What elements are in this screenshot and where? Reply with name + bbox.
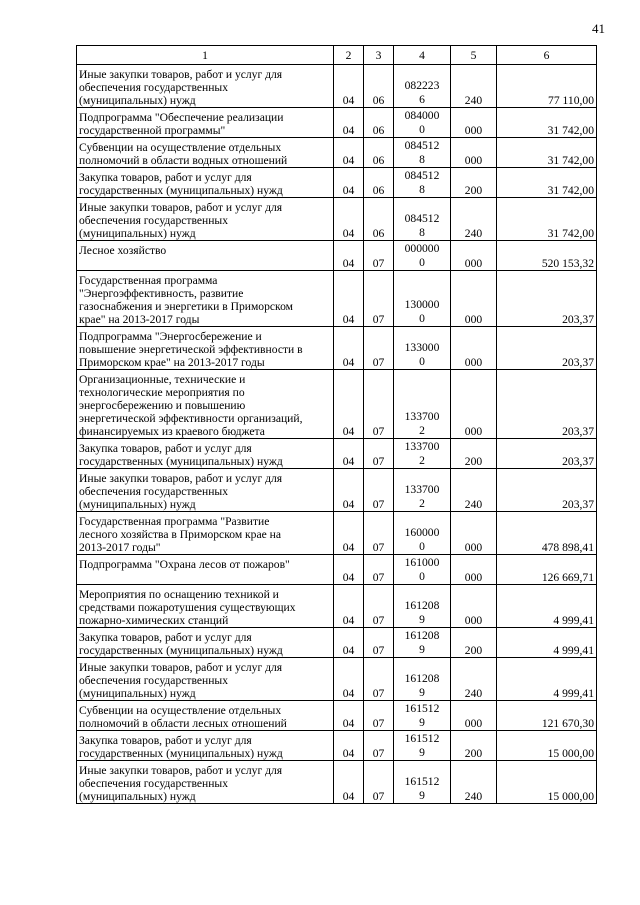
item-name bbox=[77, 138, 334, 168]
target-article-code bbox=[394, 168, 451, 198]
target-article-code-part: 0 bbox=[419, 540, 425, 553]
section-code: 04 bbox=[334, 108, 364, 138]
item-name-line: Подпрограмма "Охрана лесов от пожаров" bbox=[79, 558, 290, 571]
header-row bbox=[77, 46, 597, 65]
expense-type-code: 000 bbox=[451, 241, 497, 271]
item-name-line: Иные закупки товаров, работ и услуг для bbox=[79, 68, 283, 81]
item-name-line: (муниципальных) нужд bbox=[79, 498, 196, 511]
section-code: 04 bbox=[334, 370, 364, 439]
target-article-code-part: 161512 bbox=[404, 732, 440, 745]
target-article-code-part: 6 bbox=[419, 93, 425, 106]
target-article-code-part: 000000 bbox=[404, 242, 440, 255]
subsection-code: 07 bbox=[364, 469, 394, 512]
expense-type-code: 200 bbox=[451, 168, 497, 198]
target-article-code-part: 0 bbox=[419, 256, 425, 269]
target-article-code-part: 161208 bbox=[404, 599, 440, 612]
section-code: 04 bbox=[334, 327, 364, 370]
subsection-code: 06 bbox=[364, 198, 394, 241]
table-body bbox=[77, 46, 597, 804]
amount: 478 898,41 bbox=[497, 512, 597, 555]
expense-type-code: 000 bbox=[451, 555, 497, 585]
subsection-code: 07 bbox=[364, 628, 394, 658]
section-code: 04 bbox=[334, 65, 364, 108]
item-name-line: 2013-2017 годы" bbox=[79, 541, 161, 554]
subsection-code: 07 bbox=[364, 241, 394, 271]
item-name-line: газоснабжения и энергетики в Приморском bbox=[79, 300, 294, 313]
target-article-code bbox=[394, 658, 451, 701]
amount: 203,37 bbox=[497, 327, 597, 370]
item-name-line: обеспечения государственных bbox=[79, 81, 229, 94]
item-name bbox=[77, 469, 334, 512]
target-article-code-part: 161208 bbox=[404, 629, 440, 642]
expense-type-code: 000 bbox=[451, 585, 497, 628]
subsection-code: 07 bbox=[364, 701, 394, 731]
subsection-code: 07 bbox=[364, 370, 394, 439]
item-name bbox=[77, 198, 334, 241]
target-article-code-part: 0 bbox=[419, 570, 425, 583]
expense-type-code: 000 bbox=[451, 138, 497, 168]
target-article-code-part: 130000 bbox=[404, 298, 440, 311]
table-row bbox=[77, 761, 597, 804]
item-name-line: обеспечения государственных bbox=[79, 485, 229, 498]
section-code: 04 bbox=[334, 168, 364, 198]
table-row bbox=[77, 65, 597, 108]
section-code: 04 bbox=[334, 198, 364, 241]
item-name-line: средствами пожаротушения существующих bbox=[79, 601, 296, 614]
item-name-line: лесного хозяйства в Приморском крае на bbox=[79, 528, 282, 541]
item-name-line: Подпрограмма "Обеспечение реализации bbox=[79, 111, 284, 124]
item-name-line: Субвенции на осуществление отдельных bbox=[79, 704, 282, 717]
table-row bbox=[77, 271, 597, 327]
expense-type-code: 200 bbox=[451, 439, 497, 469]
table-row bbox=[77, 138, 597, 168]
target-article-code bbox=[394, 701, 451, 731]
item-name-line: государственных (муниципальных) нужд bbox=[79, 747, 283, 760]
item-name bbox=[77, 731, 334, 761]
target-article-code-part: 0 bbox=[419, 312, 425, 325]
amount: 126 669,71 bbox=[497, 555, 597, 585]
item-name-line: государственных (муниципальных) нужд bbox=[79, 455, 283, 468]
target-article-code-part: 9 bbox=[419, 716, 425, 729]
item-name bbox=[77, 439, 334, 469]
target-article-code-part: 0 bbox=[419, 123, 425, 136]
target-article-code-part: 2 bbox=[419, 497, 425, 510]
target-article-code-part: 084512 bbox=[404, 169, 440, 182]
target-article-code bbox=[394, 585, 451, 628]
item-name bbox=[77, 658, 334, 701]
target-article-code-part: 2 bbox=[419, 454, 425, 467]
header-cell: 1 bbox=[77, 46, 334, 65]
subsection-code: 06 bbox=[364, 138, 394, 168]
amount: 15 000,00 bbox=[497, 731, 597, 761]
item-name-line: (муниципальных) нужд bbox=[79, 94, 196, 107]
item-name-line: Закупка товаров, работ и услуг для bbox=[79, 734, 252, 747]
section-code: 04 bbox=[334, 701, 364, 731]
item-name-line: крае" на 2013-2017 годы bbox=[79, 313, 200, 326]
item-name-line bbox=[79, 571, 331, 584]
subsection-code: 07 bbox=[364, 731, 394, 761]
target-article-code bbox=[394, 138, 451, 168]
budget-table bbox=[76, 45, 597, 804]
amount: 31 742,00 bbox=[497, 138, 597, 168]
expense-type-code: 240 bbox=[451, 658, 497, 701]
item-name-line: полномочий в области лесных отношений bbox=[79, 717, 287, 730]
target-article-code bbox=[394, 439, 451, 469]
item-name-line: (муниципальных) нужд bbox=[79, 790, 196, 803]
target-article-code-part: 161208 bbox=[404, 672, 440, 685]
table-row bbox=[77, 108, 597, 138]
item-name-line: Субвенции на осуществление отдельных bbox=[79, 141, 282, 154]
subsection-code: 07 bbox=[364, 512, 394, 555]
item-name bbox=[77, 65, 334, 108]
expense-type-code: 000 bbox=[451, 370, 497, 439]
item-name bbox=[77, 108, 334, 138]
amount: 4 999,41 bbox=[497, 585, 597, 628]
amount: 203,37 bbox=[497, 439, 597, 469]
table-row bbox=[77, 658, 597, 701]
subsection-code: 07 bbox=[364, 658, 394, 701]
item-name-line: Закупка товаров, работ и услуг для bbox=[79, 631, 252, 644]
expense-type-code: 240 bbox=[451, 469, 497, 512]
target-article-code-part: 133700 bbox=[404, 483, 440, 496]
target-article-code bbox=[394, 108, 451, 138]
item-name-line: Государственная программа bbox=[79, 274, 218, 287]
item-name-line: Подпрограмма "Энергосбережение и bbox=[79, 330, 262, 343]
item-name-line: государственных (муниципальных) нужд bbox=[79, 184, 283, 197]
header-cell: 2 bbox=[334, 46, 364, 65]
table-row bbox=[77, 168, 597, 198]
item-name bbox=[77, 370, 334, 439]
target-article-code bbox=[394, 761, 451, 804]
subsection-code: 07 bbox=[364, 555, 394, 585]
header-cell: 5 bbox=[451, 46, 497, 65]
amount: 77 110,00 bbox=[497, 65, 597, 108]
table-row bbox=[77, 327, 597, 370]
target-article-code-part: 2 bbox=[419, 424, 425, 437]
target-article-code-part: 161512 bbox=[404, 702, 440, 715]
target-article-code-part: 082223 bbox=[404, 79, 440, 92]
amount: 203,37 bbox=[497, 271, 597, 327]
item-name-line: Государственная программа "Развитие bbox=[79, 515, 270, 528]
item-name-line: обеспечения государственных bbox=[79, 214, 229, 227]
item-name-line: финансируемых из краевого бюджета bbox=[79, 425, 265, 438]
target-article-code-part: 9 bbox=[419, 613, 425, 626]
expense-type-code: 240 bbox=[451, 65, 497, 108]
item-name-line: Иные закупки товаров, работ и услуг для bbox=[79, 472, 283, 485]
target-article-code-part: 133700 bbox=[404, 410, 440, 423]
target-article-code bbox=[394, 628, 451, 658]
target-article-code-part: 8 bbox=[419, 226, 425, 239]
target-article-code-part: 9 bbox=[419, 686, 425, 699]
expense-type-code: 000 bbox=[451, 512, 497, 555]
item-name bbox=[77, 628, 334, 658]
expense-type-code: 240 bbox=[451, 761, 497, 804]
amount: 31 742,00 bbox=[497, 198, 597, 241]
section-code: 04 bbox=[334, 585, 364, 628]
target-article-code-part: 161512 bbox=[404, 775, 440, 788]
table-row bbox=[77, 241, 597, 271]
item-name-line: (муниципальных) нужд bbox=[79, 227, 196, 240]
target-article-code-part: 133000 bbox=[404, 341, 440, 354]
item-name-line: пожарно-химических станций bbox=[79, 614, 229, 627]
item-name bbox=[77, 168, 334, 198]
section-code: 04 bbox=[334, 658, 364, 701]
table-row bbox=[77, 585, 597, 628]
item-name-line: повышение энергетической эффективности в bbox=[79, 343, 303, 356]
amount: 203,37 bbox=[497, 370, 597, 439]
table-row bbox=[77, 512, 597, 555]
target-article-code-part: 8 bbox=[419, 153, 425, 166]
item-name-line: Иные закупки товаров, работ и услуг для bbox=[79, 661, 283, 674]
expense-type-code: 240 bbox=[451, 198, 497, 241]
item-name-line: Иные закупки товаров, работ и услуг для bbox=[79, 201, 283, 214]
target-article-code-part: 9 bbox=[419, 643, 425, 656]
amount: 121 670,30 bbox=[497, 701, 597, 731]
target-article-code-part: 9 bbox=[419, 746, 425, 759]
subsection-code: 07 bbox=[364, 327, 394, 370]
target-article-code-part: 160000 bbox=[404, 526, 440, 539]
amount: 31 742,00 bbox=[497, 108, 597, 138]
table-row bbox=[77, 469, 597, 512]
item-name bbox=[77, 271, 334, 327]
table-row bbox=[77, 731, 597, 761]
target-article-code-part: 084000 bbox=[404, 109, 440, 122]
target-article-code-part: 161000 bbox=[404, 556, 440, 569]
section-code: 04 bbox=[334, 469, 364, 512]
amount: 4 999,41 bbox=[497, 628, 597, 658]
section-code: 04 bbox=[334, 731, 364, 761]
section-code: 04 bbox=[334, 512, 364, 555]
target-article-code bbox=[394, 198, 451, 241]
item-name bbox=[77, 241, 334, 271]
item-name-line: (муниципальных) нужд bbox=[79, 687, 196, 700]
expense-type-code: 000 bbox=[451, 327, 497, 370]
item-name-line: обеспечения государственных bbox=[79, 777, 229, 790]
item-name-line: Закупка товаров, работ и услуг для bbox=[79, 171, 252, 184]
target-article-code bbox=[394, 731, 451, 761]
subsection-code: 07 bbox=[364, 439, 394, 469]
amount: 203,37 bbox=[497, 469, 597, 512]
item-name bbox=[77, 761, 334, 804]
section-code: 04 bbox=[334, 241, 364, 271]
item-name-line: Иные закупки товаров, работ и услуг для bbox=[79, 764, 283, 777]
page-number: 41 bbox=[592, 21, 605, 36]
table-row bbox=[77, 370, 597, 439]
expense-type-code: 200 bbox=[451, 731, 497, 761]
item-name bbox=[77, 555, 334, 585]
target-article-code bbox=[394, 271, 451, 327]
target-article-code bbox=[394, 327, 451, 370]
header-cell: 6 bbox=[497, 46, 597, 65]
target-article-code bbox=[394, 512, 451, 555]
expense-type-code: 000 bbox=[451, 108, 497, 138]
header-cell: 3 bbox=[364, 46, 394, 65]
amount: 31 742,00 bbox=[497, 168, 597, 198]
item-name-line bbox=[79, 257, 331, 270]
item-name-line: государственных (муниципальных) нужд bbox=[79, 644, 283, 657]
item-name bbox=[77, 585, 334, 628]
item-name-line: энергетической эффективности организаций, bbox=[79, 412, 303, 425]
item-name-line: Мероприятия по оснащению техникой и bbox=[79, 588, 279, 601]
section-code: 04 bbox=[334, 628, 364, 658]
item-name-line: полномочий в области водных отношений bbox=[79, 154, 288, 167]
item-name bbox=[77, 327, 334, 370]
section-code: 04 bbox=[334, 439, 364, 469]
item-name-line: энергосбережению и повышению bbox=[79, 399, 246, 412]
section-code: 04 bbox=[334, 271, 364, 327]
expense-type-code: 000 bbox=[451, 271, 497, 327]
subsection-code: 06 bbox=[364, 108, 394, 138]
target-article-code-part: 9 bbox=[419, 789, 425, 802]
target-article-code bbox=[394, 555, 451, 585]
item-name-line: государственной программы" bbox=[79, 124, 226, 137]
section-code: 04 bbox=[334, 138, 364, 168]
expense-type-code: 000 bbox=[451, 701, 497, 731]
expense-type-code: 200 bbox=[451, 628, 497, 658]
subsection-code: 06 bbox=[364, 65, 394, 108]
item-name-line: Лесное хозяйство bbox=[79, 244, 167, 257]
item-name bbox=[77, 512, 334, 555]
target-article-code bbox=[394, 241, 451, 271]
section-code: 04 bbox=[334, 761, 364, 804]
item-name-line: "Энергоэффективность, развитие bbox=[79, 287, 244, 300]
target-article-code bbox=[394, 469, 451, 512]
target-article-code bbox=[394, 65, 451, 108]
target-article-code-part: 0 bbox=[419, 355, 425, 368]
header-cell: 4 bbox=[394, 46, 451, 65]
table-row bbox=[77, 628, 597, 658]
table-row bbox=[77, 439, 597, 469]
item-name-line: Организационные, технические и bbox=[79, 373, 246, 386]
target-article-code-part: 084512 bbox=[404, 139, 440, 152]
table-row bbox=[77, 701, 597, 731]
amount: 520 153,32 bbox=[497, 241, 597, 271]
amount: 15 000,00 bbox=[497, 761, 597, 804]
target-article-code-part: 084512 bbox=[404, 212, 440, 225]
section-code: 04 bbox=[334, 555, 364, 585]
target-article-code-part: 8 bbox=[419, 183, 425, 196]
target-article-code bbox=[394, 370, 451, 439]
table-row bbox=[77, 555, 597, 585]
item-name bbox=[77, 701, 334, 731]
table-row bbox=[77, 198, 597, 241]
item-name-line: обеспечения государственных bbox=[79, 674, 229, 687]
amount: 4 999,41 bbox=[497, 658, 597, 701]
subsection-code: 07 bbox=[364, 585, 394, 628]
subsection-code: 06 bbox=[364, 168, 394, 198]
item-name-line: Приморском крае" на 2013-2017 годы bbox=[79, 356, 265, 369]
subsection-code: 07 bbox=[364, 761, 394, 804]
item-name-line: Закупка товаров, работ и услуг для bbox=[79, 442, 252, 455]
target-article-code-part: 133700 bbox=[404, 440, 440, 453]
subsection-code: 07 bbox=[364, 271, 394, 327]
item-name-line: технологические мероприятия по bbox=[79, 386, 245, 399]
